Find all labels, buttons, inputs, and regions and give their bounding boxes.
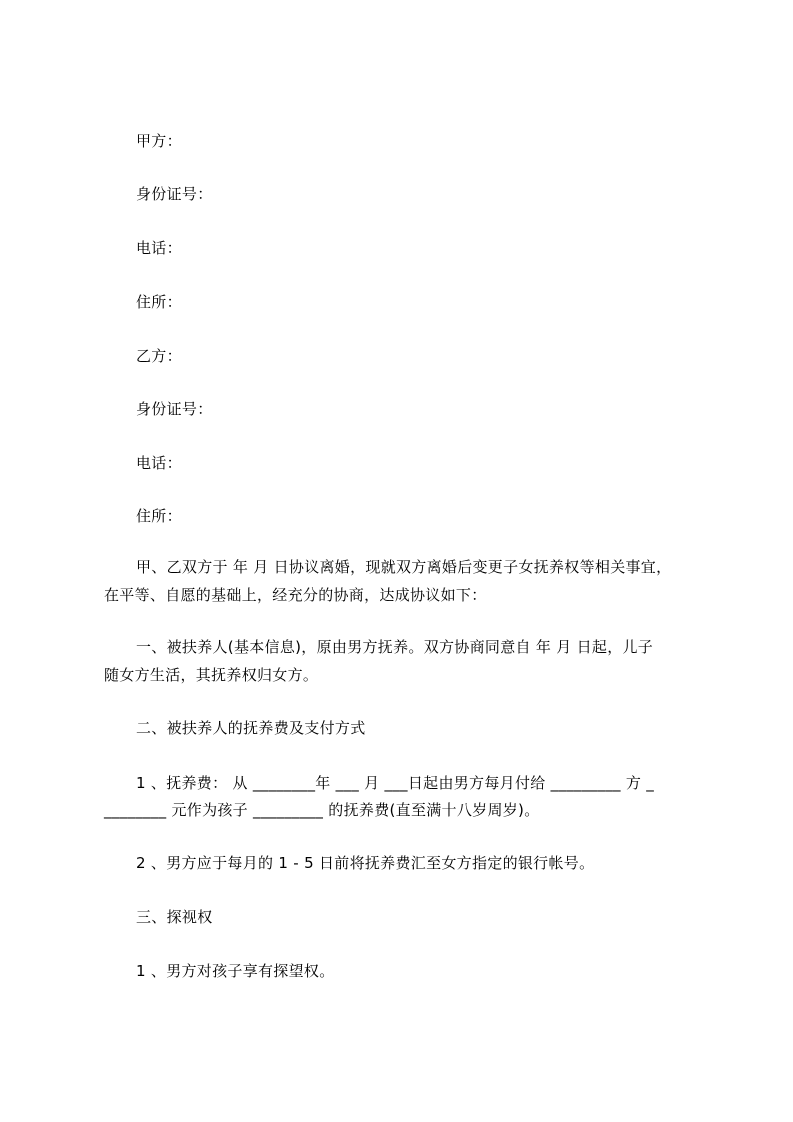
clause-3-heading: 三、探视权 <box>136 908 213 926</box>
clause-2-item-1-line-2: ________ 元作为孩子 _________ 的抚养费(直至满十八岁周岁)。 <box>104 801 540 819</box>
party-b-phone-label: 电话： <box>136 454 182 472</box>
party-a-phone-label: 电话： <box>136 239 182 257</box>
clause-2-heading: 二、被扶养人的抚养费及支付方式 <box>136 719 366 737</box>
party-b-address-label: 住所： <box>136 507 182 525</box>
party-a-id-label: 身份证号： <box>136 185 213 203</box>
party-b-label: 乙方： <box>136 347 182 365</box>
clause-1-line-1: 一、被扶养人(基本信息)，原由男方抚养。双方协商同意自 年 月 日起，儿子 <box>136 638 654 656</box>
clause-1-line-2: 随女方生活，其抚养权归女方。 <box>104 666 319 684</box>
intro-paragraph-line-1: 甲、乙双方于 年 月 日协议离婚，现就双方离婚后变更子女抚养权等相关事宜， <box>136 558 672 576</box>
party-a-label: 甲方： <box>136 132 182 150</box>
clause-2-item-2: 2 、男方应于每月的 1 - 5 日前将抚养费汇至女方指定的银行帐号。 <box>136 854 595 872</box>
intro-paragraph-line-2: 在平等、自愿的基础上，经充分的协商，达成协议如下： <box>104 586 487 604</box>
party-a-address-label: 住所： <box>136 293 182 311</box>
clause-3-item-1: 1 、男方对孩子享有探望权。 <box>136 962 335 980</box>
clause-2-item-1-line-1: 1 、抚养费： 从 ________年 ___ 月 ___日起由男方每月付给 _________ 方 _ <box>136 774 655 792</box>
party-b-id-label: 身份证号： <box>136 400 213 418</box>
